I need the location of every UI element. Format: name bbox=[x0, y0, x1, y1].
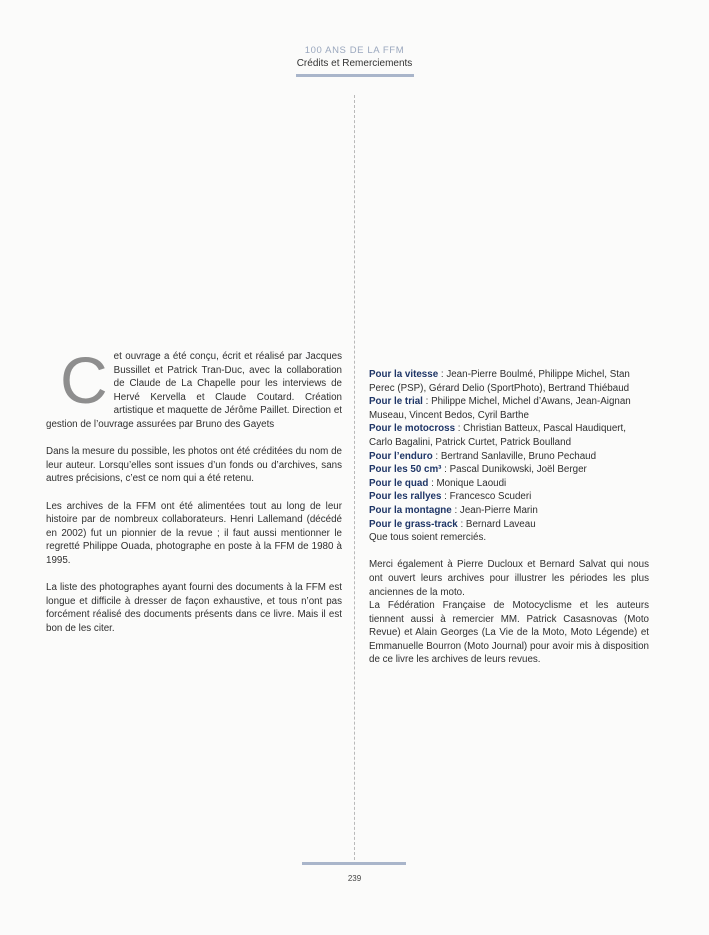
credit-names: : Christian Batteux, Pascal Haudiquert, Carlo Bagalini, Patrick Curtet, Patrick Boulland bbox=[369, 423, 627, 448]
credit-names: : Bertrand Sanlaville, Bruno Pechaud bbox=[432, 450, 597, 462]
credit-names: : Jean-Pierre Marin bbox=[451, 504, 538, 516]
credit-label: Pour la montagne bbox=[369, 504, 452, 516]
drop-cap: C bbox=[60, 343, 108, 417]
credit-names: : Philippe Michel, Michel d’Awans, Jean-Aignan Museau, Vincent Bedos, Cyril Barthe bbox=[369, 396, 631, 421]
column-divider bbox=[354, 95, 355, 865]
right-column bbox=[369, 368, 649, 681]
credit-names: : Jean-Pierre Boulmé, Philippe Michel, Stan Perec (PSP), Gérard Delio (SportPhoto), Bertrand Thiébaud bbox=[369, 369, 630, 394]
credit-label: Pour le grass-track bbox=[369, 518, 458, 530]
credit-label: Pour les 50 cm³ bbox=[369, 464, 442, 476]
intro-text: et ouvrage a été conçu, écrit et réalisé par Jacques Bussillet et Patrick Tran-Duc, avec la collaboration de Claude de La Chapelle pour les interviews de Hervé Kervella et Claude Coutard. Création artistique et maquette de Jérôme Paillet. Direction et gestion de l’ouvrage assurées par Bruno des Gayets bbox=[46, 351, 342, 430]
credit-names: : Pascal Dunikowski, Joël Berger bbox=[441, 464, 587, 476]
page-number: 239 bbox=[347, 874, 362, 883]
credit-line bbox=[369, 490, 649, 504]
credit-names: : Francesco Scuderi bbox=[441, 491, 532, 503]
paragraph-merci: Merci également à Pierre Ducloux et Bernard Salvat qui nous ont ouvert leurs archives pour illustrer les périodes les plus anciennes de la moto. bbox=[369, 559, 649, 598]
credit-line bbox=[369, 422, 649, 449]
credits-list bbox=[369, 368, 649, 545]
credit-label: Pour le trial bbox=[369, 396, 423, 408]
header-kicker: 100 ANS DE LA FFM bbox=[304, 45, 405, 56]
paragraph-archives: Les archives de la FFM ont été alimentées tout au long de leur histoire par de nombreux collaborateurs. Henri Lallemand (décédé en 2002) fut un pionnier de la revue ; il faut aussi mentionner le regretté Philippe Ouada, photographe en poste à la FFM de 1980 à 1995. bbox=[46, 500, 342, 566]
intro-paragraph bbox=[46, 343, 342, 432]
paragraph-photographers: La liste des photographes ayant fourni des documents à la FFM est longue et difficile à dresser de façon exhaustive, et tous n’ont pas forcément réalisé des documents présents dans ce livre. Mais il est bon de les citer. bbox=[46, 582, 342, 634]
credit-line bbox=[369, 450, 649, 464]
credit-label: Pour le motocross bbox=[369, 423, 456, 435]
credit-line bbox=[369, 518, 649, 532]
credit-label: Pour l’enduro bbox=[369, 450, 433, 462]
credit-names: : Monique Laoudi bbox=[428, 477, 507, 489]
credit-line bbox=[369, 504, 649, 518]
credit-label: Pour les rallyes bbox=[369, 491, 442, 503]
credit-line bbox=[369, 368, 649, 395]
footer-rule bbox=[302, 862, 406, 865]
page-title: Crédits et Remerciements bbox=[296, 58, 413, 69]
left-column bbox=[46, 343, 342, 649]
credit-line bbox=[369, 395, 649, 422]
spacer bbox=[369, 545, 649, 559]
credit-label: Pour le quad bbox=[369, 477, 429, 489]
thanks-line: Que tous soient remerciés. bbox=[369, 532, 487, 544]
credit-label: Pour la vitesse bbox=[369, 369, 439, 380]
credit-names: : Bernard Laveau bbox=[457, 518, 536, 530]
page-header bbox=[0, 45, 709, 77]
credit-line bbox=[369, 463, 649, 477]
paragraph-federation: La Fédération Française de Motocyclisme et les auteurs tiennent aussi à remercier MM. Patrick Casasnovas (Moto Revue) et Alain Georges (La Vie de la Moto, Moto Légende) et Emmanuelle Bourron (Moto Journal) pour avoir mis à disposition de ce livre les archives de leurs revues. bbox=[369, 600, 649, 666]
header-rule bbox=[296, 74, 414, 77]
credit-line bbox=[369, 477, 649, 491]
paragraph-photo-credits: Dans la mesure du possible, les photos ont été créditées du nom de leur auteur. Lorsqu’elles sont issues d’un fonds ou d’archives, sans autres précisions, c’est ce nom qui a été retenu. bbox=[46, 446, 342, 485]
